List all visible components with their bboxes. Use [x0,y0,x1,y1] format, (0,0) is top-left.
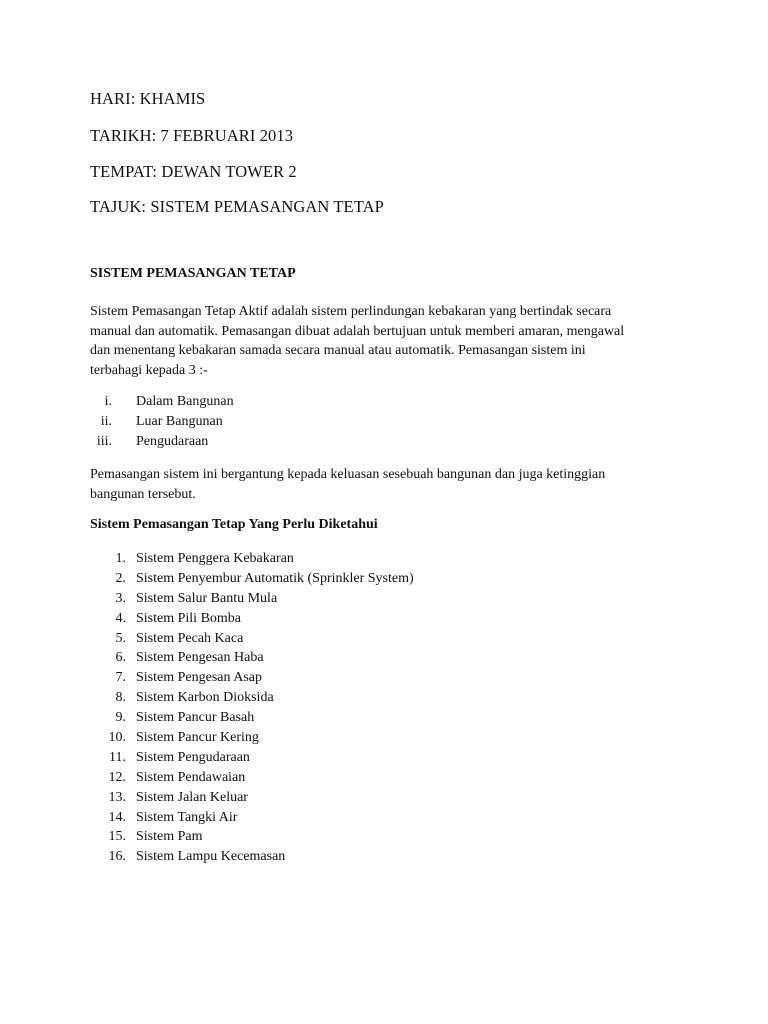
list-item-number: 1. [115,551,126,566]
section-title-main: SISTEM PEMASANGAN TETAP [90,266,296,281]
list-item-label: Pengudaraan [136,433,209,449]
list-item-label: Sistem Pengesan Asap [136,670,262,686]
list-item-number: 10. [108,730,126,746]
note-line: bangunan tersebut. [90,486,196,502]
list-item-label: Sistem Pengesan Haba [136,650,264,666]
list-item-number: 13. [108,789,126,805]
list-item-number: 11. [109,749,126,765]
list-item-number: i. [104,394,112,409]
list-item-number: 5. [115,630,126,646]
list-item-number: 12. [108,769,126,785]
list-item-label: Dalam Bangunan [136,394,234,409]
list-item-number: 16. [108,849,126,865]
intro-line: manual dan automatik. Pemasangan dibuat adalah bertujuan untuk memberi amaran, mengawal [90,323,625,339]
intro-line: dan menentang kebakaran samada secara manual atau automatik. Pemasangan sistem ini [90,343,586,359]
note-paragraph [90,465,690,504]
meta-hari: HARI: KHAMIS [90,89,206,108]
list-item-label: Sistem Pancur Basah [136,710,255,726]
list-item-number: 15. [108,829,126,845]
list-item-label: Sistem Tangki Air [136,809,238,825]
list-item-number: 4. [115,610,126,626]
intro-line: Sistem Pemasangan Tetap Aktif adalah sistem perlindungan kebakaran yang bertindak secara [90,304,612,319]
list-item-number: ii. [100,413,112,429]
list-item-label: Sistem Pendawaian [136,769,246,785]
list-item-label: Sistem Pecah Kaca [136,630,244,646]
list-item-label: Sistem Pengudaraan [136,749,250,765]
meta-tajuk: TAJUK: SISTEM PEMASANGAN TETAP [90,197,384,216]
list-item-label: Luar Bangunan [136,413,223,429]
list-item-number: 9. [115,710,126,726]
list-item-label: Sistem Salur Bantu Mula [136,590,278,606]
list-item-label: Sistem Pili Bomba [136,610,242,626]
list-item-number: iii. [96,433,112,449]
list-item-label: Sistem Pam [136,829,203,845]
list-item-label: Sistem Pancur Kering [136,730,259,746]
meta-tarikh: TARIKH: 7 FEBRUARI 2013 [90,126,294,145]
list-item-number: 8. [115,690,126,706]
list-item-label: Sistem Jalan Keluar [136,789,248,805]
section-title-systems: Sistem Pemasangan Tetap Yang Perlu Diketahui [90,517,378,532]
list-item-number: 3. [115,590,126,606]
intro-paragraph [90,302,690,381]
intro-line: terbahagi kepada 3 :- [90,363,208,379]
list-item-number: 14. [108,809,126,825]
note-line: Pemasangan sistem ini bergantung kepada keluasan sesebuah bangunan dan juga ketinggian [90,467,606,482]
list-item-number: 2. [115,570,126,586]
meta-tempat: TEMPAT: DEWAN TOWER 2 [90,162,297,181]
list-item-label: Sistem Karbon Dioksida [136,690,274,706]
list-item-label: Sistem Lampu Kecemasan [136,849,286,865]
list-item-number: 7. [115,670,126,686]
list-item-label: Sistem Penggera Kebakaran [136,551,294,566]
list-item-number: 6. [115,650,126,666]
list-item-label: Sistem Penyembur Automatik (Sprinkler System) [136,570,414,586]
